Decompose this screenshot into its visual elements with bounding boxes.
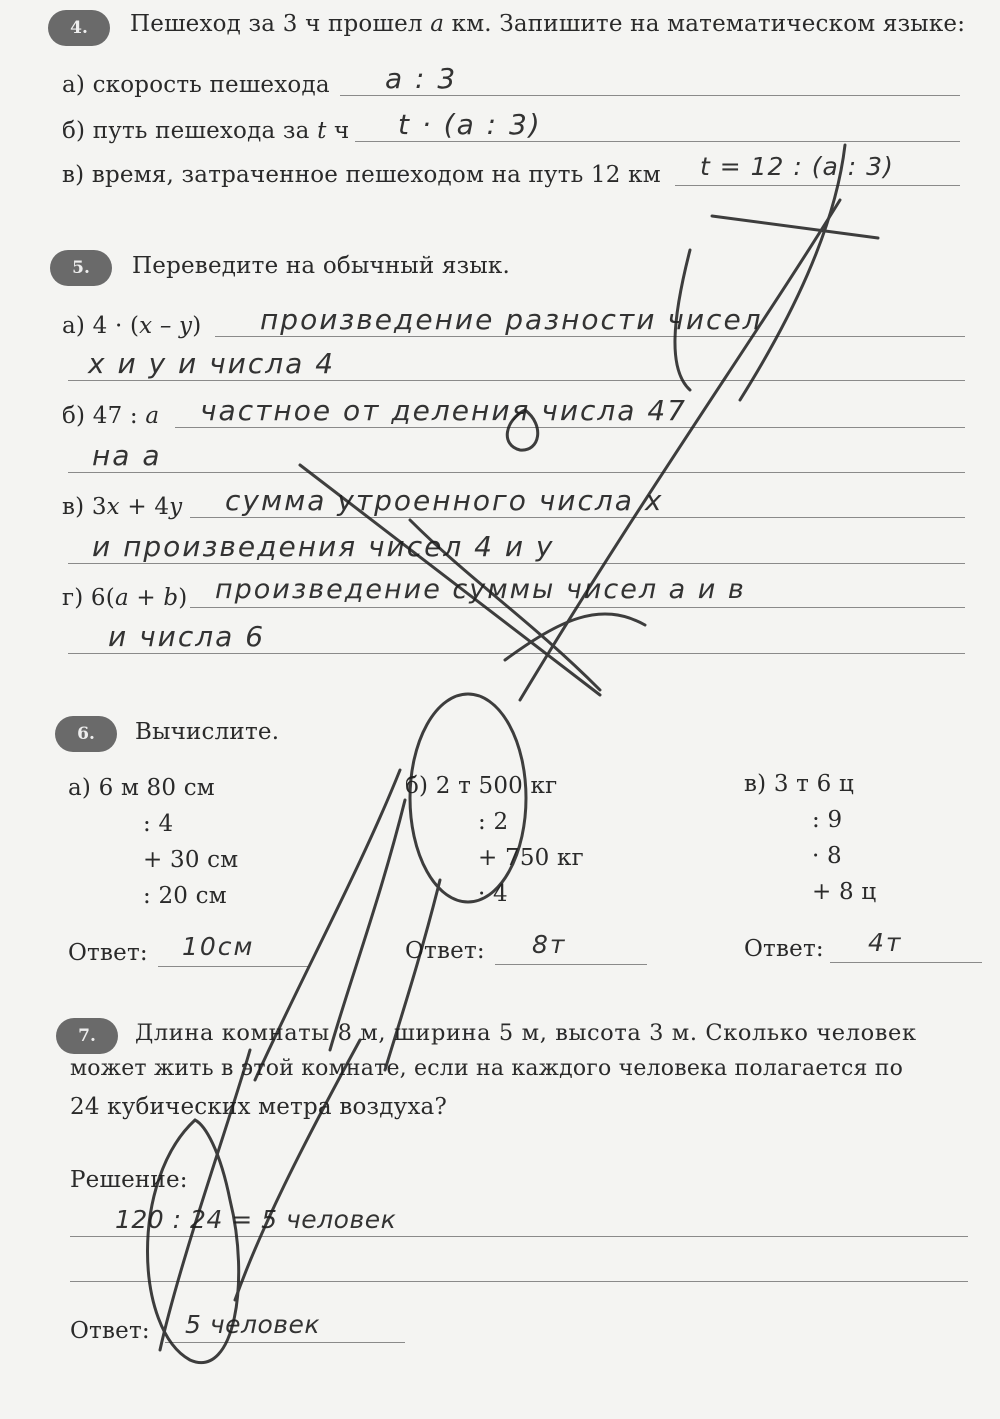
task-text: может жить в этой комнате, если на каждого человека полагается по (70, 1056, 904, 1081)
answer-line (675, 185, 960, 186)
handwritten-answer: произведение разности чисел (260, 303, 763, 336)
item-label (62, 313, 201, 339)
answer-line (830, 962, 982, 963)
answer-line (68, 472, 965, 473)
label-text: б) 47 : (62, 403, 146, 429)
task-question (130, 11, 965, 37)
calc-start: б) 2 т 500 кг (405, 773, 558, 799)
handwritten-answer: на a (92, 439, 162, 472)
answer-line (158, 966, 308, 967)
answer-line (190, 517, 965, 518)
label-text: ) (192, 313, 202, 339)
item-label: а) скорость пешехода (62, 72, 330, 98)
calc-step: + 30 см (143, 847, 239, 873)
handwritten-answer: 10см (182, 932, 255, 961)
handwritten-answer: произведение суммы чисел a и в (215, 574, 746, 605)
handwritten-solution: 120 : 24 = 5 человек (115, 1205, 397, 1234)
answer-line (68, 563, 965, 564)
item-label (62, 403, 159, 429)
answer-line (215, 336, 965, 337)
answer-label: Ответ: (405, 938, 485, 964)
expression: a + b (114, 585, 179, 611)
task-text: Длина комнаты 8 м, ширина 5 м, высота 3 м. Сколько человек (135, 1020, 917, 1046)
solution-label: Решение: (70, 1167, 188, 1193)
handwritten-answer: и произведения чисел 4 и y (92, 530, 555, 563)
answer-label: Ответ: (68, 940, 148, 966)
calc-step: + 750 кг (478, 845, 584, 871)
item-label (62, 118, 349, 144)
question-text: Пешеход за 3 ч прошел (130, 11, 431, 37)
answer-line (165, 1342, 405, 1343)
variable: a (430, 11, 445, 37)
answer-line (355, 141, 960, 142)
task-number-badge: 5. (50, 250, 112, 286)
item-label: в) время, затраченное пешеходом на путь 12 км (62, 162, 661, 188)
label-text: г) 6( (62, 585, 115, 611)
variable: a (145, 403, 160, 429)
answer-line (175, 427, 965, 428)
task-number-badge: 6. (55, 716, 117, 752)
answer-label: Ответ: (744, 936, 824, 962)
variable: t (317, 118, 327, 144)
item-label (62, 494, 182, 520)
expression: x – y (139, 313, 193, 339)
handwritten-answer: t = 12 : (a : 3) (700, 152, 894, 181)
task-number-badge: 4. (48, 10, 110, 46)
calc-start: а) 6 м 80 см (68, 775, 215, 801)
calc-step: : 9 (812, 807, 843, 833)
calc-start: в) 3 т 6 ц (744, 771, 854, 797)
solution-line (70, 1236, 968, 1237)
task-instruction: Переведите на обычный язык. (132, 253, 510, 279)
handwritten-answer: сумма утроенного числа x (225, 484, 664, 517)
task-number-badge: 7. (56, 1018, 118, 1054)
answer-line (495, 964, 647, 965)
label-text: б) путь пешехода за (62, 118, 318, 144)
task-instruction: Вычислите. (135, 719, 280, 745)
label-text: + 4 (119, 494, 170, 520)
label-text: в) 3 (62, 494, 107, 520)
label-text: а) 4 · ( (62, 313, 140, 339)
variable: y (169, 494, 183, 520)
handwritten-answer: 5 человек (185, 1310, 320, 1339)
handwritten-answer: и числа 6 (108, 620, 266, 653)
item-label (62, 585, 187, 611)
calc-step: : 2 (478, 809, 509, 835)
handwritten-answer: 8т (532, 930, 567, 959)
calc-step: : 4 (143, 811, 174, 837)
handwritten-answer: a : 3 (385, 62, 458, 95)
answer-line (68, 380, 965, 381)
answer-line (340, 95, 960, 96)
question-text: км. Запишите на математическом языке: (444, 11, 966, 37)
answer-label: Ответ: (70, 1318, 150, 1344)
calc-step: + 8 ц (812, 879, 877, 905)
answer-line (68, 653, 965, 654)
handwritten-answer: частное от деления числа 47 (200, 394, 687, 427)
variable: x (106, 494, 120, 520)
handwritten-answer: t · (a : 3) (398, 108, 542, 141)
answer-line (190, 607, 965, 608)
handwritten-answer: 4т (868, 928, 903, 957)
label-text: ) (178, 585, 188, 611)
task-text: 24 кубических метра воздуха? (70, 1094, 447, 1120)
handwritten-answer: x и y и числа 4 (88, 347, 336, 380)
calc-step: · 4 (478, 881, 508, 907)
calc-step: : 20 см (143, 883, 227, 909)
solution-line (70, 1281, 968, 1282)
label-text: ч (326, 118, 350, 144)
calc-step: · 8 (812, 843, 842, 869)
